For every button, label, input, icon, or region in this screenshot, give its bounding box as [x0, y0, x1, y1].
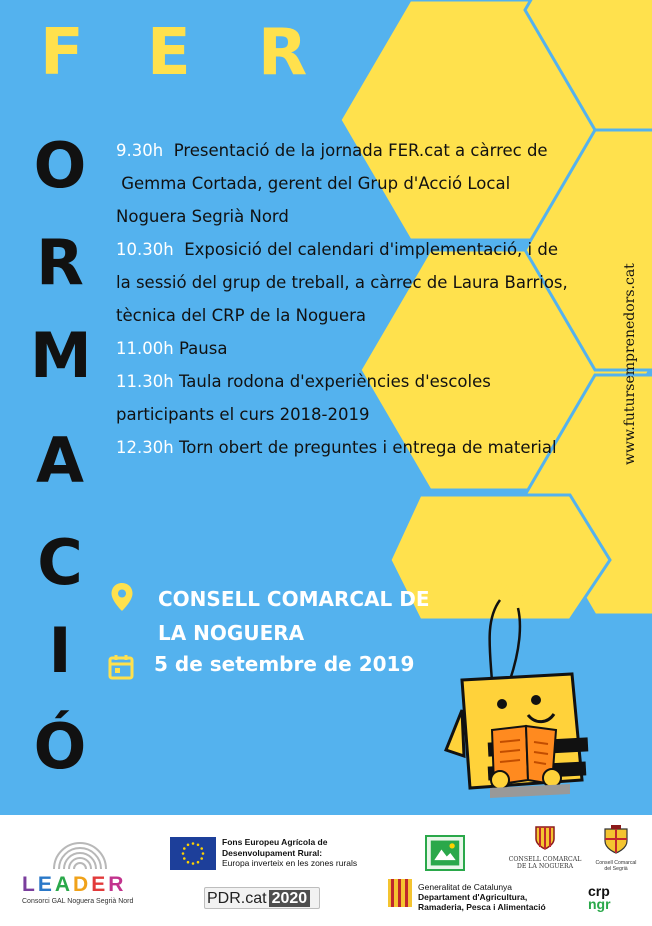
- leader-wordmark: [22, 873, 126, 897]
- leader-letter: E: [37, 873, 55, 896]
- venue-line: LA NOGUERA: [158, 621, 305, 645]
- title-fer: [40, 16, 340, 96]
- venue: [158, 582, 430, 650]
- feader-line: Desenvolupament Rural:: [222, 847, 323, 858]
- agenda-text: Presentació de la jornada FER.cat a càrrec de: [173, 141, 548, 160]
- gencat-line: Generalitat de Catalunya: [418, 882, 513, 892]
- cc-noguera-line: CONSELL COMARCAL: [508, 856, 582, 863]
- agenda-time: 11.30h: [116, 372, 174, 391]
- agenda-line: [116, 299, 596, 332]
- agenda-text: Taula rodona d'experiències d'escoles: [178, 372, 491, 391]
- leader-letter: E: [91, 873, 109, 896]
- agenda-time: 12.30h: [116, 438, 174, 457]
- vertical-letter: O: [33, 129, 87, 202]
- cc-noguera-line: DE LA NOGUERA: [516, 863, 574, 870]
- pdr-prefix: PDR.cat: [207, 890, 267, 907]
- agenda-line: [116, 332, 596, 365]
- cc-segria-line: del Segrià: [604, 866, 628, 872]
- feader-line: Fons Europeu Agrícola de: [222, 837, 328, 847]
- agenda-line: [116, 200, 596, 233]
- agenda-line: [116, 365, 596, 398]
- map-pin-icon: [110, 582, 134, 612]
- noguera-shield-icon: [534, 825, 556, 851]
- agenda-line: [116, 266, 596, 299]
- agenda-text: Gemma Cortada, gerent del Grup d'Acció Local: [121, 174, 511, 193]
- agenda-line: [116, 398, 596, 431]
- agenda-time: 9.30h: [116, 141, 164, 160]
- agenda-time: 11.00h: [116, 339, 174, 358]
- title-letter: F: [40, 16, 84, 90]
- event-date: 5 de setembre de 2019: [154, 652, 415, 676]
- leader-letter: L: [22, 873, 38, 896]
- crp-line: crp: [588, 883, 610, 899]
- calendar-icon: [108, 654, 134, 680]
- agenda-text: participants el curs 2018-2019: [116, 405, 370, 424]
- agenda-text: tècnica del CRP de la Noguera: [116, 306, 367, 325]
- agenda-text: Torn obert de preguntes i entrega de material: [178, 438, 557, 457]
- eu-flag-icon: [170, 837, 216, 870]
- gencat-line: Departament d'Agricultura,: [418, 892, 528, 902]
- agenda-line: [116, 431, 596, 464]
- cc-segria-line: Consell Comarcal: [595, 860, 637, 866]
- title-letter: E: [147, 16, 191, 90]
- leader-letter: R: [108, 873, 127, 896]
- gencat-flag-icon: [388, 879, 412, 907]
- agenda: [116, 134, 596, 464]
- agenda-line: [116, 167, 596, 200]
- feader-line: Europa inverteix en les zones rurals: [222, 858, 358, 868]
- sponsors-footer: [0, 815, 652, 926]
- agenda-text: la sessió del grup de treball, a càrrec de Laura Barrios,: [116, 273, 568, 292]
- title-letter: R: [258, 16, 308, 90]
- venue-line: CONSELL COMARCAL DE: [158, 587, 430, 611]
- vertical-letter: M: [30, 319, 92, 392]
- crp-line: ngr: [588, 896, 611, 912]
- agenda-text: Exposició del calendari d'implementació, i de: [184, 240, 558, 259]
- agenda-text: Pausa: [178, 339, 228, 358]
- leader-letter: A: [54, 873, 74, 896]
- leader-eu-emblem-icon: [425, 835, 465, 871]
- cc-noguera-logo: [505, 825, 585, 870]
- pdr-logo: [204, 887, 320, 909]
- segria-shield-icon: [603, 825, 629, 855]
- vertical-letter: A: [36, 424, 84, 497]
- leader-letter: D: [73, 873, 92, 896]
- agenda-line: [116, 134, 596, 167]
- vertical-letter: Ó: [33, 710, 87, 783]
- vertical-letter: R: [36, 226, 84, 299]
- agenda-text: Noguera Segrià Nord: [116, 207, 289, 226]
- agenda-time: 10.30h: [116, 240, 174, 259]
- leader-subtitle: Consorci GAL Noguera Segrià Nord: [22, 898, 134, 905]
- vertical-letter: I: [48, 614, 72, 687]
- gencat-line: Ramaderia, Pesca i Alimentació: [418, 902, 546, 912]
- vertical-letter: C: [37, 526, 83, 599]
- crp-logo: [588, 885, 611, 911]
- cc-segria-logo: [584, 825, 648, 872]
- gencat-text: [418, 882, 546, 912]
- pdr-year: 2020: [269, 890, 311, 907]
- agenda-line: [116, 233, 596, 266]
- bee-mascot-illustration: [440, 580, 590, 810]
- website-link[interactable]: www.futursemprenedors.cat: [622, 263, 638, 465]
- feader-text: [222, 837, 357, 869]
